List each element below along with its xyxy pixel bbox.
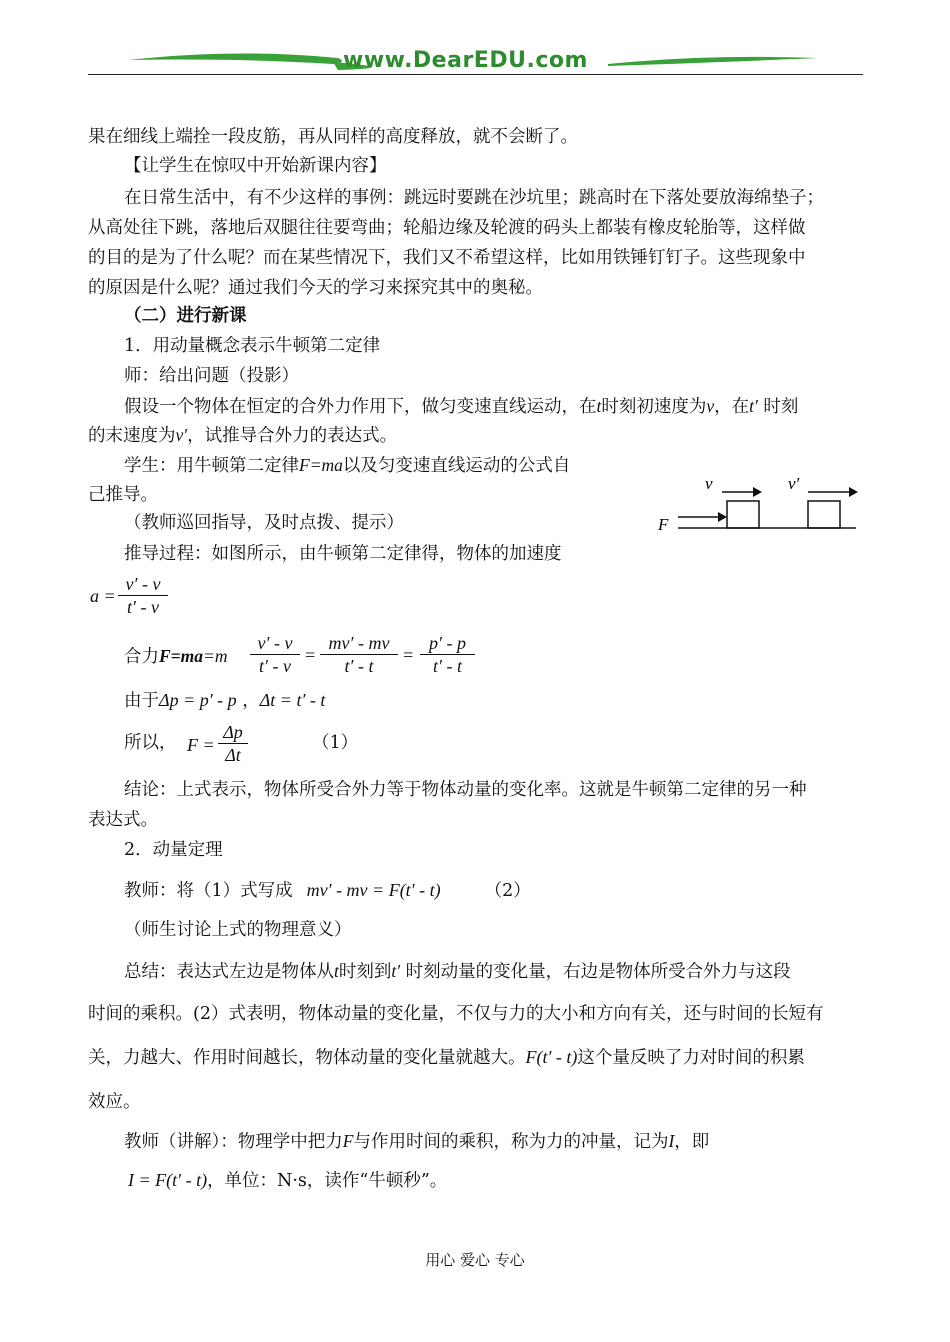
header-logo — [88, 40, 863, 76]
fraction-numerator: p′ - p — [429, 633, 466, 653]
fraction-dp-dt — [218, 721, 248, 766]
math-symbol: I — [668, 1131, 675, 1151]
header-rule — [88, 74, 863, 75]
paragraph-line: 果在细线上端拴一段皮筋，再从同样的高度释放，就不会断了。 — [88, 127, 578, 147]
formula-f-lhs: F = — [187, 735, 215, 755]
text-run: 由于 — [124, 691, 159, 711]
fraction-numerator: v′ - v — [257, 633, 293, 653]
paragraph-line — [88, 1047, 863, 1068]
paragraph-line: 时间的乘积。(2）式表明，物体动量的变化量，不仅与力的大小和方向有关，还与时间的长短有 — [88, 1004, 824, 1024]
paragraph-line: （师生讨论上式的物理意义） — [124, 920, 352, 940]
equals-sign: = — [304, 645, 317, 665]
math-symbol: t′ — [391, 961, 401, 981]
text-run: 这个量反映了力对时间的积累 — [577, 1048, 805, 1068]
math-symbol: t′ — [749, 396, 758, 416]
arrow-vp-head — [849, 487, 858, 497]
math-symbol: F=ma — [159, 646, 204, 666]
diagram-label-f: F — [658, 515, 669, 534]
paragraph-line: 的目的是为了什么呢？而在某些情况下，我们又不希望这样，比如用铁锤钉钉子。这些现象中 — [88, 248, 806, 268]
math-symbol: t — [596, 396, 602, 416]
arrow-v-head — [753, 487, 762, 497]
equation-number: （1） — [312, 733, 359, 753]
fraction-denominator: Δt — [225, 745, 241, 765]
fraction-denominator: t′ - v — [259, 656, 291, 676]
page-footer: 用心 爱心 专心 — [425, 1251, 525, 1269]
fraction-denominator: t′ - t — [433, 656, 462, 676]
section-heading: （二）进行新课 — [124, 306, 247, 326]
diagram-label-vp: v′ — [788, 474, 800, 493]
logo-text: www.DearEDU.com — [343, 48, 588, 73]
math-symbol: F=ma — [299, 455, 343, 475]
paragraph-line: 效应。 — [88, 1092, 141, 1112]
math-expression: I = F(t′ - t) — [128, 1170, 208, 1190]
text-run: 的末速度为 — [88, 426, 176, 446]
text-run: 教师：将（1）式写成 — [124, 881, 293, 901]
paragraph-line: 【让学生在惊叹中开始新课内容】 — [124, 156, 387, 176]
item-heading: 2．动量定理 — [124, 840, 223, 860]
text-run: 与作用时间的乘积，称为力的冲量，记为 — [353, 1132, 669, 1152]
paragraph-line: 师：给出问题（投影） — [124, 366, 299, 386]
fraction-a — [118, 573, 168, 618]
block-final — [808, 501, 840, 528]
equals-sign: = — [402, 645, 415, 665]
paragraph-line: 推导过程：如图所示，由牛顿第二定律得，物体的加速度 — [124, 544, 562, 564]
text-run: 以及匀变速直线运动的公式自 — [342, 456, 571, 476]
paragraph-line: 的原因是什么呢？通过我们今天的学习来探究其中的奥秘。 — [88, 278, 543, 298]
fraction-f3 — [420, 632, 475, 677]
text-run: 时刻到 — [338, 962, 392, 982]
math-symbol: F — [342, 1131, 354, 1151]
fraction-numerator: mv′ - mv — [328, 633, 390, 653]
paragraph-line: （教师巡回指导，及时点拨、提示） — [124, 513, 404, 533]
fraction-f2 — [320, 632, 398, 677]
block-initial — [727, 501, 759, 528]
math-symbol: =m — [203, 646, 228, 666]
paragraph-line: 所以， — [124, 733, 177, 753]
fraction-denominator: t′ - t — [344, 656, 374, 676]
text-run: 时刻 — [757, 397, 799, 417]
math-expression: F(t′ - t) — [525, 1047, 578, 1067]
text-run: 总结：表达式左边是物体从 — [124, 962, 334, 982]
fraction-f1 — [250, 632, 300, 677]
paragraph-line — [88, 425, 863, 446]
arrow-f-head — [718, 512, 727, 522]
math-expression: mv′ - mv = F(t′ - t) — [306, 880, 441, 900]
diagram-label-v: v — [705, 474, 713, 493]
formula-line-eq2 — [124, 880, 899, 901]
paragraph-line — [124, 455, 644, 476]
fraction-numerator: v′ - v — [125, 574, 161, 594]
text-run: 教师（讲解）：物理学中把力 — [124, 1132, 343, 1152]
formula-line-delta: 由于Δp = p′ - p ，Δt = t′ - t — [124, 690, 326, 711]
text-run: 学生：用牛顿第二定律 — [124, 456, 299, 476]
text-run: ，试推导合外力的表达式。 — [187, 426, 398, 446]
math-symbol: v′ — [175, 425, 188, 445]
formula-line-f — [124, 646, 264, 667]
formula-line-impulse — [128, 1170, 903, 1191]
item-heading: 1．用动量概念表示牛顿第二定律 — [124, 336, 381, 356]
paragraph-line — [124, 396, 899, 417]
math-expression: Δt = t′ - t — [259, 690, 326, 710]
math-expression: Δp = p′ - p — [159, 690, 237, 710]
paragraph-line: 表达式。 — [88, 810, 158, 830]
text-run: 合力 — [124, 647, 159, 667]
text-run: 时刻动量的变化量，右边是物体所受合外力与这段 — [400, 962, 791, 982]
paragraph-line — [124, 1131, 899, 1152]
equation-number: （2） — [484, 881, 531, 901]
fraction-denominator: t′ - v — [127, 597, 159, 617]
force-diagram — [650, 470, 865, 540]
paragraph-line: 在日常生活中，有不少这样的事例：跳远时要跳在沙坑里；跳高时在下落处要放海绵垫子； — [124, 188, 824, 208]
text-run: 假设一个物体在恒定的合外力作用下，做匀变速直线运动，在 — [124, 397, 597, 417]
text-run: ，在 — [714, 397, 750, 417]
text-run: ，即 — [674, 1132, 710, 1152]
paragraph-line: 从高处往下跳，落地后双腿往往要弯曲；轮船边缘及轮渡的码头上都装有橡皮轮胎等，这样做 — [88, 218, 806, 238]
paragraph-line — [124, 961, 899, 982]
text-run: ，单位：N·s，读作“牛顿秒”。 — [207, 1171, 448, 1191]
text-run: 关，力越大、作用时间越长，物体动量的变化量就越大。 — [88, 1048, 526, 1068]
paragraph-line: 己推导。 — [88, 485, 158, 505]
math-symbol: t — [334, 961, 339, 981]
fraction-numerator: Δp — [223, 722, 243, 742]
formula-a-lhs: a = — [90, 586, 116, 606]
text-run: 时刻初速度为 — [601, 397, 707, 417]
math-symbol: v — [706, 396, 715, 416]
paragraph-line: 结论：上式表示，物体所受合外力等于物体动量的变化率。这就是牛顿第二定律的另一种 — [124, 780, 807, 800]
